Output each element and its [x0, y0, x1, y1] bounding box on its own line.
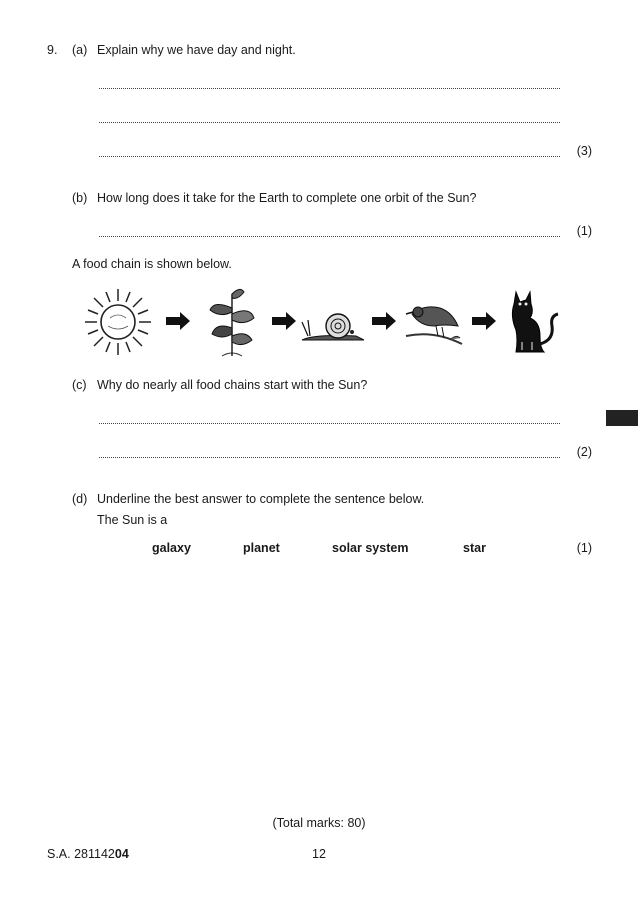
sun-icon [85, 289, 151, 355]
part-a-marks: (3) [576, 144, 592, 158]
answer-line-a3[interactable] [99, 156, 560, 157]
option-solar-system[interactable]: solar system [332, 541, 409, 555]
answer-line-a1[interactable] [99, 88, 560, 89]
answer-line-b1[interactable] [99, 236, 560, 237]
snail-icon [302, 314, 364, 340]
arrow-icon [166, 312, 190, 330]
bird-icon [406, 307, 462, 344]
part-a-label: (a) [72, 43, 88, 57]
arrow-icon [472, 312, 496, 330]
option-galaxy[interactable]: galaxy [152, 541, 191, 555]
food-chain-intro: A food chain is shown below. [72, 257, 232, 271]
part-d-marks: (1) [576, 541, 592, 555]
part-c-label: (c) [72, 378, 87, 392]
arrow-icon [372, 312, 396, 330]
question-number: 9. [47, 43, 58, 57]
plant-icon [210, 289, 254, 356]
total-marks: (Total marks: 80) [272, 816, 366, 830]
option-star[interactable]: star [463, 541, 486, 555]
part-c-question: Why do nearly all food chains start with the Sun? [97, 378, 368, 392]
part-b-question: How long does it take for the Earth to complete one orbit of the Sun? [97, 191, 477, 205]
answer-line-c1[interactable] [99, 423, 560, 424]
part-d-label: (d) [72, 492, 88, 506]
answer-line-a2[interactable] [99, 122, 560, 123]
part-c-marks: (2) [576, 445, 592, 459]
part-a-question: Explain why we have day and night. [97, 43, 296, 57]
footer-reference-suffix: 04 [114, 847, 129, 861]
part-d-sentence: The Sun is a [97, 513, 168, 527]
cat-icon [512, 292, 558, 352]
page-edge-tab [606, 410, 638, 426]
part-b-label: (b) [72, 191, 88, 205]
page-number: 12 [312, 847, 326, 861]
answer-line-c2[interactable] [99, 457, 560, 458]
food-chain-diagram [82, 286, 562, 358]
part-b-marks: (1) [576, 224, 592, 238]
arrow-icon [272, 312, 296, 330]
part-d-question: Underline the best answer to complete the sentence below. [97, 492, 425, 506]
option-planet[interactable]: planet [243, 541, 280, 555]
footer-reference-prefix: S.A. 281142 [47, 847, 115, 861]
